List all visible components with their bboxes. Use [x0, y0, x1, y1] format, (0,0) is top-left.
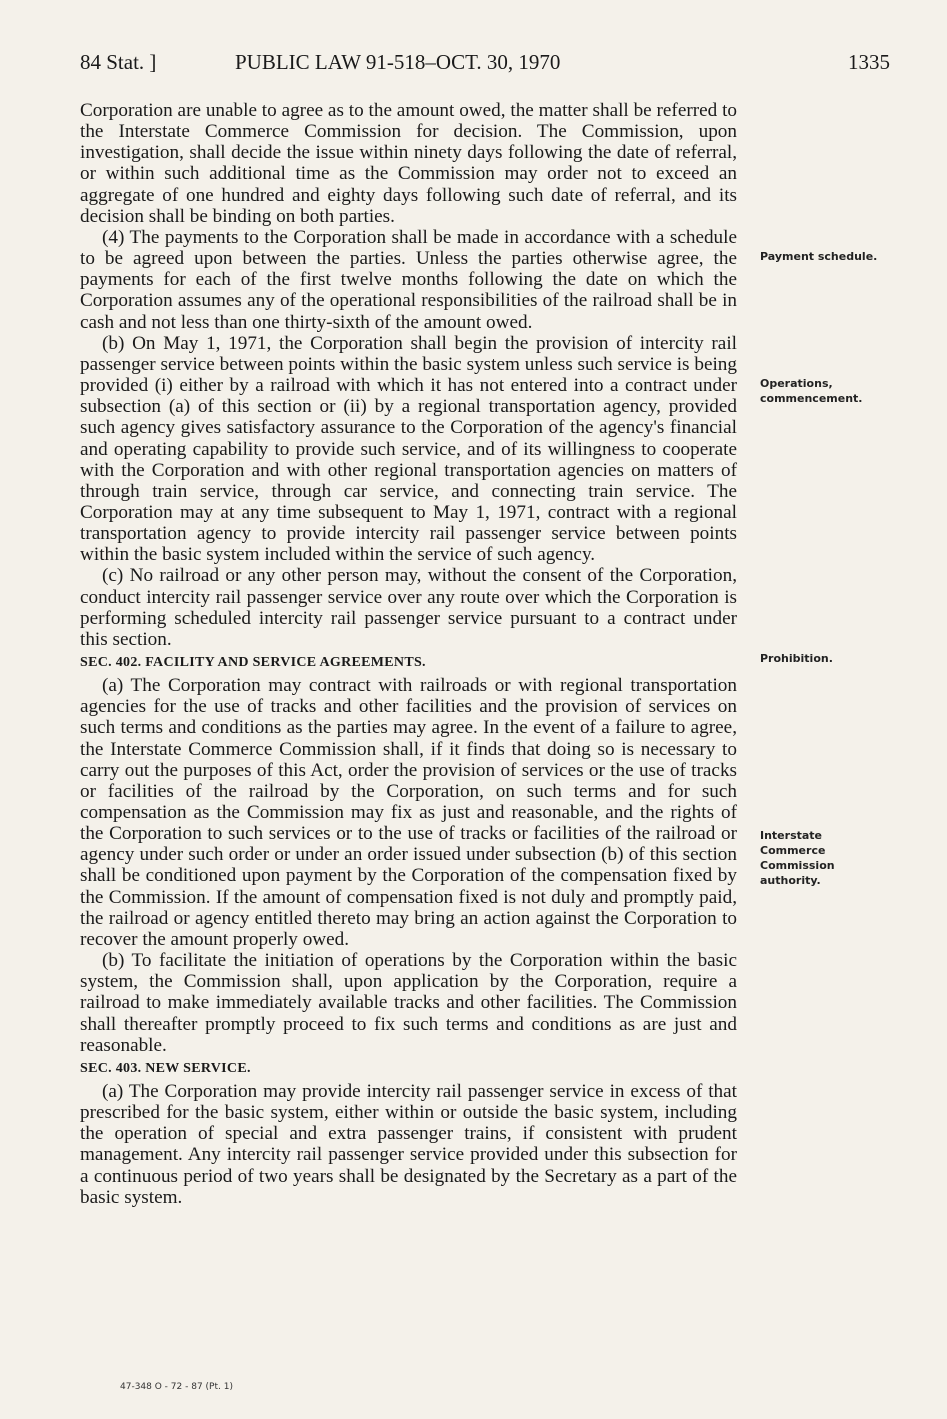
page-number: 1335 — [848, 50, 890, 74]
section-403-heading: SEC. 403. NEW SERVICE. — [80, 1060, 251, 1076]
running-header — [80, 50, 890, 82]
paragraph-facilitate-operations: (b) To facilitate the initiation of operations by the Corporation within the basic system, the Commission shall, upon application by the Corporation, require a railroad to make immediately available tracks and other facilities. The Commission shall thereafter promptly proceed to fix such terms and conditions as are just and reasonable. — [80, 950, 737, 1056]
paragraph-commencement: (b) On May 1, 1971, the Corporation shall begin the provision of intercity rail passenger service between points within the basic system unless such service is being provided (i) either by a railroad with which it has not entered into a contract under subsection (a) of this section or (ii) by a regional transportation agency, provided such agency gives satisfactory assurance to the Corporation of the agency's financial and operating capability to provide such service, and of its willingness to cooperate with the Corporation and with other regional transportation agencies on matters of through train service, through car service, and connecting train service. The Corporation may at any time subsequent to May 1, 1971, contract with a regional transportation agency to provide intercity rail passenger service between points within the basic system included within the service of such agency. — [80, 332, 737, 566]
print-code: 47-348 O - 72 - 87 (Pt. 1) — [120, 1382, 233, 1392]
paragraph-new-service: (a) The Corporation may provide intercity rail passenger service in excess of that prescribed for the basic system, either within or outside the basic system, including the operation of special and extra passenger trains, if consistent with prudent management. Any intercity rail passenger service provided under this subsection for a continuous period of two years shall be designated by the Secretary as a part of the basic system. — [80, 1080, 737, 1208]
paragraph-continued: Corporation are unable to agree as to the amount owed, the matter shall be referred to the Interstate Commerce Commission for decision. The Commission, upon investigation, shall decide the issue within ninety days following the date of referral, or within such additional time as the Commission may order not to exceed an aggregate of one hundred and eighty days following such date of referral, and its decision shall be binding on both parties. — [80, 100, 737, 227]
margin-note-operations: Operations, commencement. — [760, 377, 863, 405]
page-title: PUBLIC LAW 91-518–OCT. 30, 1970 — [235, 50, 561, 74]
paragraph-prohibition: (c) No railroad or any other person may, without the consent of the Corporation, conduct intercity rail passenger service over any route over which the Corporation is performing scheduled intercity rail passenger service pursuant to a contract under this section. — [80, 565, 737, 650]
statute-body — [80, 100, 737, 1208]
volume-citation: 84 Stat. ] — [80, 50, 157, 74]
margin-note-prohibition: Prohibition. — [760, 652, 833, 665]
paragraph-payments: (4) The payments to the Corporation shall be made in accordance with a schedule to be agreed upon between the parties. Unless the parties otherwise agree, the payments for each of the first twelve months following the date on which the Corporation assumes any of the operational responsibilities of the railroad shall be in cash and not less than one thirty-sixth of the amount owed. — [80, 226, 737, 333]
paragraph-facility-agreements: (a) The Corporation may contract with railroads or with regional transportation agencies for the use of tracks and other facilities and the provision of services on such terms and conditions as the parties may agree. In the event of a failure to agree, the Interstate Commerce Commission shall, if it finds that doing so is necessary to carry out the purposes of this Act, order the provision of services or the use of tracks or facilities of the railroad by the Corporation, on such terms and for such compensation as the Commission may fix as just and reasonable, and the rights of the Corporation to such services or to the use of tracks or facilities of the railroad or agency under such order or under an order issued under subsection (b) of this section shall be conditioned upon payment by the Corporation of the compensation fixed by the Commission. If the amount of compensation fixed is not duly and promptly paid, the railroad or agency entitled thereto may bring an action against the Corporation to recover the amount properly owed. — [80, 675, 737, 950]
margin-note-payment-schedule: Payment schedule. — [760, 250, 878, 263]
margin-note-icc-authority: Interstate Commerce Commission authority. — [760, 829, 835, 887]
section-402-heading: SEC. 402. FACILITY AND SERVICE AGREEMENTS. — [80, 655, 426, 671]
